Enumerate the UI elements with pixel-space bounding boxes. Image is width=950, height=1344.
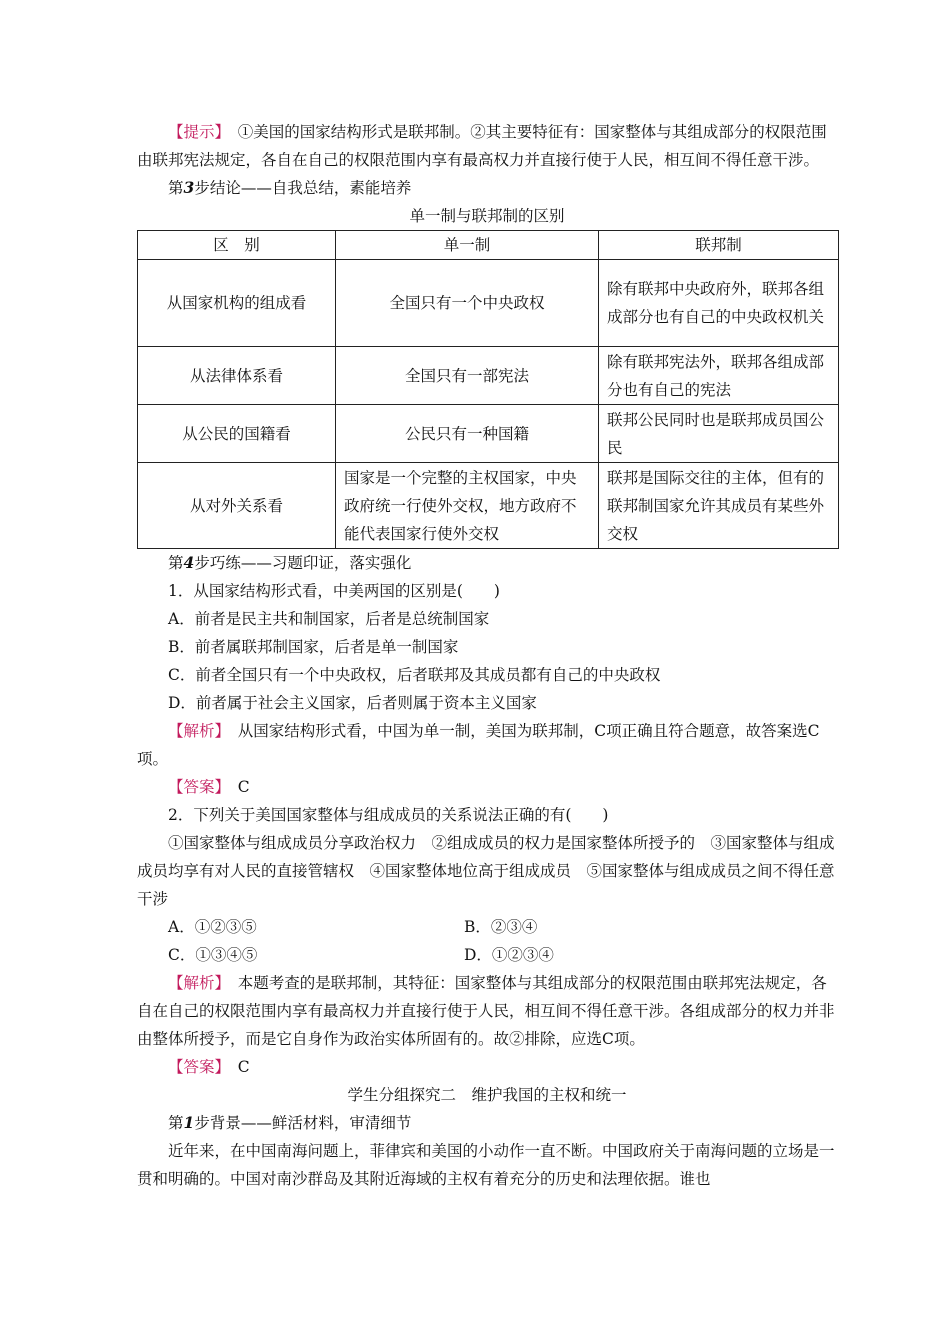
analysis-label: 【解析】: [168, 974, 223, 992]
step4-heading: 第4步巧练——习题印证，落实强化: [168, 553, 412, 572]
question-2-options-row: [137, 941, 837, 969]
table-header-cell: 联邦制: [599, 231, 839, 260]
question-2-option: A．①②③⑤: [168, 918, 257, 936]
table-cell: 除有联邦中央政府外，联邦各组成部分也有自己的中央政权机关: [599, 260, 839, 347]
comparison-table: [137, 230, 839, 549]
table-header-row: [138, 231, 839, 260]
step3-heading: 第3步结论——自我总结，素能培养: [168, 178, 412, 197]
background-paragraph: 近年来，在中国南海问题上，菲律宾和美国的小动作一直不断。中国政府关于南海问题的立场是一贯和明确的。中国对南沙群岛及其附近海域的主权有着充分的历史和法理依据。谁也: [137, 1142, 835, 1188]
table-cell: 全国只有一部宪法: [336, 347, 599, 405]
table-title: 单一制与联邦制的区别: [409, 207, 565, 225]
table-row: [138, 405, 839, 463]
table-cell: 联邦是国际交往的主体，但有的联邦制国家允许其成员有某些外交权: [599, 463, 839, 549]
table-cell: 从法律体系看: [138, 347, 336, 405]
hint-paragraph: [137, 118, 837, 174]
table-header-cell: 单一制: [336, 231, 599, 260]
table-row: [138, 463, 839, 549]
table-cell: 除有联邦宪法外，联邦各组成部分也有自己的宪法: [599, 347, 839, 405]
question-2-option: C．①③④⑤: [168, 946, 258, 964]
question-1-option: D．前者属于社会主义国家，后者则属于资本主义国家: [168, 694, 537, 712]
question-2-options-row: [137, 913, 837, 941]
question-1-option: B．前者属联邦制国家，后者是单一制国家: [168, 638, 459, 656]
answer-label: 【答案】: [168, 1058, 223, 1076]
question-1-option: A．前者是民主共和制国家，后者是总统制国家: [168, 610, 490, 628]
step1-heading: 第1步背景——鲜活材料，审清细节: [168, 1113, 412, 1132]
table-cell: 从对外关系看: [138, 463, 336, 549]
table-cell: 全国只有一个中央政权: [336, 260, 599, 347]
table-row: [138, 347, 839, 405]
table-cell: 从公民的国籍看: [138, 405, 336, 463]
document-page: [137, 118, 837, 1193]
question-1-answer: 【答案】 C: [168, 778, 250, 796]
table-cell: 国家是一个完整的主权国家，中央政府统一行使外交权，地方政府不能代表国家行使外交权: [336, 463, 599, 549]
section-2-title: 学生分组探究二 维护我国的主权和统一: [347, 1086, 627, 1104]
analysis-label: 【解析】: [168, 722, 223, 740]
question-1-stem: 1．从国家结构形式看，中美两国的区别是( ): [168, 582, 500, 600]
question-2-option: D．①②③④: [464, 946, 554, 964]
table-row: [138, 260, 839, 347]
question-1-analysis: 【解析】 从国家结构形式看，中国为单一制，美国为联邦制，C项正确且符合题意，故答案选C项。: [137, 722, 820, 768]
question-2-analysis: 【解析】 本题考查的是联邦制，其特征：国家整体与其组成部分的权限范围由联邦宪法规定，各自在自己的权限范围内享有最高权力并直接行使于人民，相互间不得任意干涉。各组成部分的权力并非由整体所授予，而是它自身作为政治实体所固有的。故②排除，应选C项。: [137, 974, 835, 1048]
answer-label: 【答案】: [168, 778, 223, 796]
table-header-cell: 区 别: [138, 231, 336, 260]
table-cell: 从国家机构的组成看: [138, 260, 336, 347]
question-1-option: C．前者全国只有一个中央政权，后者联邦及其成员都有自己的中央政权: [168, 666, 661, 684]
question-2-statements: ①国家整体与组成成员分享政治权力 ②组成成员的权力是国家整体所授予的 ③国家整体与组成成员均享有对人民的直接管辖权 ④国家整体地位高于组成成员 ⑤国家整体与组成成员之间不得任意干涉: [137, 834, 835, 908]
question-2-stem: 2．下列关于美国国家整体与组成成员的关系说法正确的有( ): [168, 806, 609, 824]
question-2-answer: 【答案】 C: [168, 1058, 250, 1076]
table-cell: 公民只有一种国籍: [336, 405, 599, 463]
hint-label: 【提示】: [168, 123, 223, 141]
table-cell: 联邦公民同时也是联邦成员国公民: [599, 405, 839, 463]
hint-text: ①美国的国家结构形式是联邦制。②其主要特征有：国家整体与其组成部分的权限范围由联邦宪法规定，各自在自己的权限范围内享有最高权力并直接行使于人民，相互间不得任意干涉。: [137, 123, 827, 169]
question-2-option: B．②③④: [464, 918, 538, 936]
